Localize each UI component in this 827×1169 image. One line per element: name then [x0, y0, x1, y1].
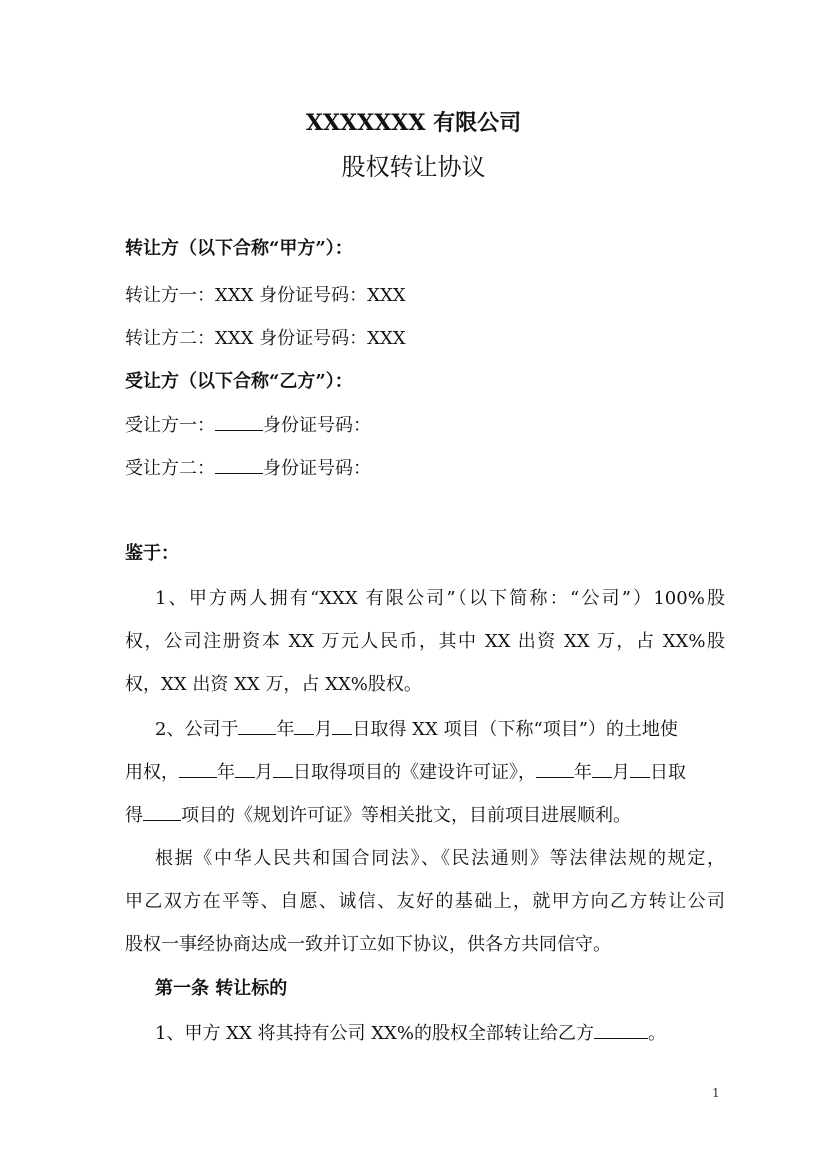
text-span: 月	[255, 762, 273, 783]
document-title: 股权转让协议	[341, 153, 486, 181]
blank-line	[179, 759, 217, 778]
text-span: 。	[647, 1023, 666, 1044]
page-number: 1	[712, 1086, 720, 1100]
blank-line	[238, 716, 276, 735]
blank-line	[594, 1020, 648, 1039]
whereas-p2-line2	[125, 759, 725, 786]
blank-line	[630, 759, 650, 778]
blank-line	[294, 716, 314, 735]
text-span: 日取	[650, 762, 686, 783]
blank-line	[536, 759, 574, 778]
transferee-heading: 受让方（以下合称“乙方”）：	[125, 371, 353, 392]
transferee-2	[125, 455, 725, 482]
text-span: 年	[276, 719, 295, 740]
company-name: XXXXXXX 有限公司	[305, 110, 522, 136]
blank-line	[273, 759, 293, 778]
text-span: 得	[125, 805, 143, 826]
blank-line	[143, 802, 181, 821]
transferee-1-id-label: 身份证号码：	[263, 415, 371, 436]
article-1-item-1	[155, 1020, 725, 1047]
whereas-p3-line2: 甲乙双方在平等、自愿、诚信、友好的基础上，就甲方向乙方转让公司	[125, 891, 725, 912]
transferor-2: 转让方二：XXX 身份证号码：XXX	[125, 328, 406, 349]
text-span: 月	[612, 762, 630, 783]
text-span: 2、公司于	[155, 719, 239, 740]
whereas-p1-line1: 1、甲方两人拥有“XXX 有限公司”（以下简称：“公司”）100%股	[155, 588, 725, 609]
text-span: 日取得项目的《建设许可证》，	[293, 762, 536, 783]
text-span: 月	[314, 719, 333, 740]
blank-line	[332, 716, 352, 735]
transferor-1: 转让方一：XXX 身份证号码：XXX	[125, 285, 406, 306]
text-span: 年	[217, 762, 235, 783]
text-span: 年	[574, 762, 592, 783]
whereas-p3-line1: 根据《中华人民共和国合同法》、《民法通则》等法律法规的规定，	[155, 848, 725, 869]
text-span: 1、甲方 XX 将其持有公司 XX%的股权全部转让给乙方	[155, 1023, 594, 1044]
whereas-p2-line1	[155, 716, 725, 743]
transferee-2-id-label: 身份证号码：	[263, 458, 371, 479]
whereas-p2-line3	[125, 802, 725, 829]
transferee-1	[125, 412, 725, 439]
transferee-2-label: 受让方二：	[125, 458, 215, 479]
text-span: 日取得 XX 项目（下称“项目”）的土地使	[352, 719, 678, 740]
blank-line	[215, 455, 263, 474]
text-span: 项目的《规划许可证》等相关批文，目前项目进展顺利。	[181, 805, 631, 826]
text-span: 用权，	[125, 762, 179, 783]
whereas-p3-line3: 股权一事经协商达成一致并订立如下协议，供各方共同信守。	[125, 934, 611, 955]
article-1-heading: 第一条 转让标的	[155, 978, 288, 999]
transferor-heading: 转让方（以下合称“甲方”）：	[125, 238, 353, 259]
transferee-1-label: 受让方一：	[125, 415, 215, 436]
blank-line	[592, 759, 612, 778]
whereas-p1-line2: 权，公司注册资本 XX 万元人民币，其中 XX 出资 XX 万，占 XX%股	[125, 631, 725, 652]
blank-line	[235, 759, 255, 778]
whereas-p1-line3: 权，XX 出资 XX 万，占 XX%股权。	[125, 674, 422, 695]
whereas-heading: 鉴于：	[125, 543, 179, 564]
blank-line	[215, 412, 263, 431]
